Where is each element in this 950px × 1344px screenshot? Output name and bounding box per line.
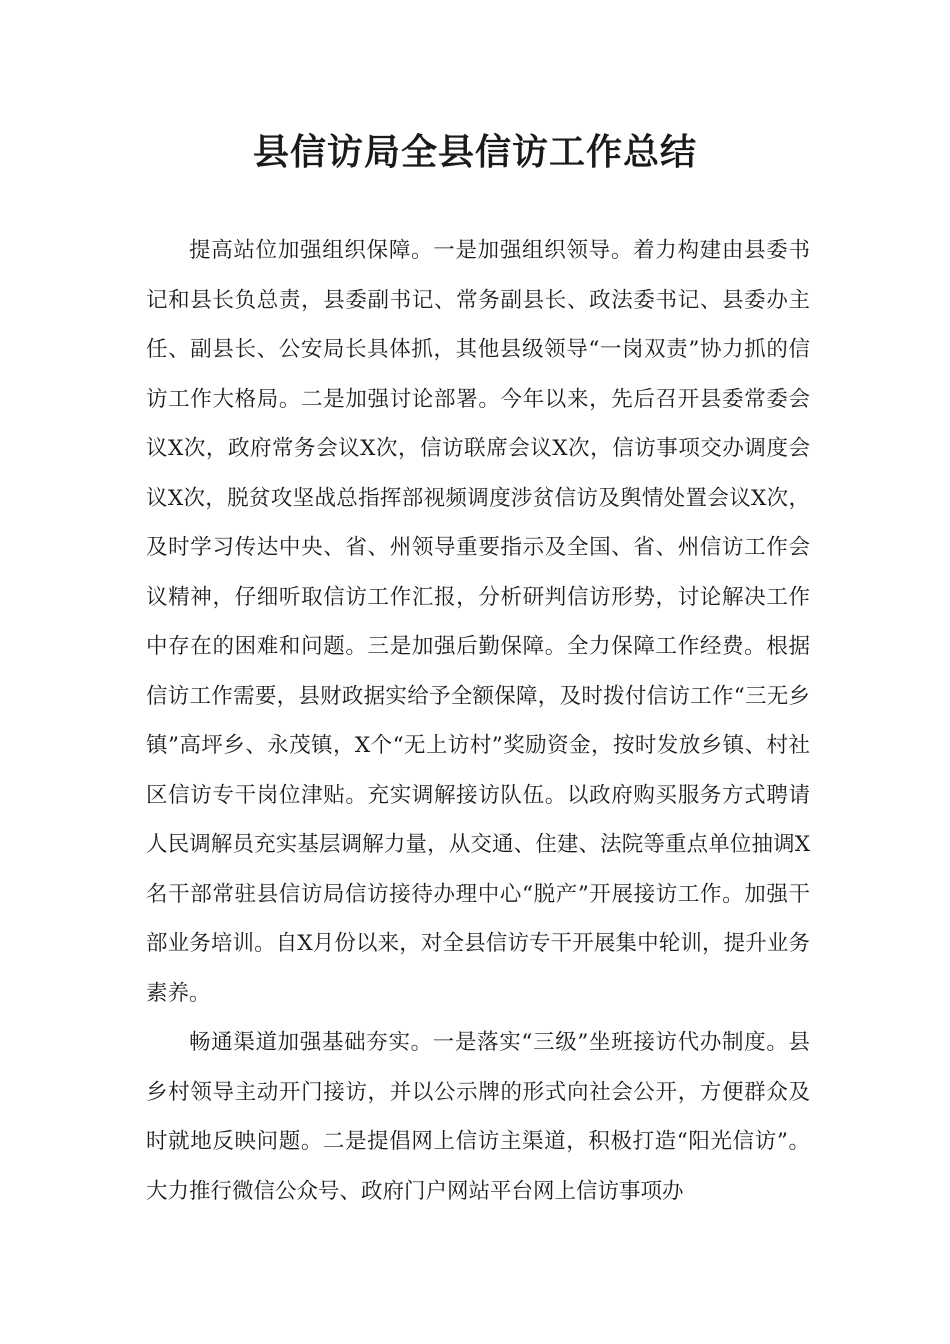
document-body [146, 226, 810, 1216]
paragraph-organization-guarantee: 提高站位加强组织保障。一是加强组织领导。着力构建由县委书记和县长负总责，县委副书记、常务副县长、政法委书记、县委办主任、副县长、公安局长具体抓，其他县级领导“一岗双责”协力抓的信访工作大格局。二是加强讨论部署。今年以来，先后召开县委常委会议X次，政府常务会议X次，信访联席会议X次，信访事项交办调度会议X次，脱贫攻坚战总指挥部视频调度涉贫信访及舆情处置会议X次，及时学习传达中央、省、州领导重要指示及全国、省、州信访工作会议精神，仔细听取信访工作汇报，分析研判信访形势，讨论解决工作中存在的困难和问题。三是加强后勤保障。全力保障工作经费。根据信访工作需要，县财政据实给予全额保障，及时拨付信访工作“三无乡镇”高坪乡、永茂镇，X个“无上访村”奖励资金，按时发放乡镇、村社区信访专干岗位津贴。充实调解接访队伍。以政府购买服务方式聘请人民调解员充实基层调解力量，从交通、住建、法院等重点单位抽调X名干部常驻县信访局信访接待办理中心“脱产”开展接访工作。加强干部业务培训。自X月份以来，对全县信访专干开展集中轮训，提升业务素养。 [146, 238, 810, 1006]
paragraph-channels-foundation: 畅通渠道加强基础夯实。一是落实“三级”坐班接访代办制度。县乡村领导主动开门接访，并以公示牌的形式向社会公开，方便群众及时就地反映问题。二是提倡网上信访主渠道，积极打造“阳光信访”。大力推行微信公众号、政府门户网站平台网上信访事项办 [146, 1030, 810, 1204]
document-title: 县信访局全县信访工作总结 [252, 132, 697, 173]
